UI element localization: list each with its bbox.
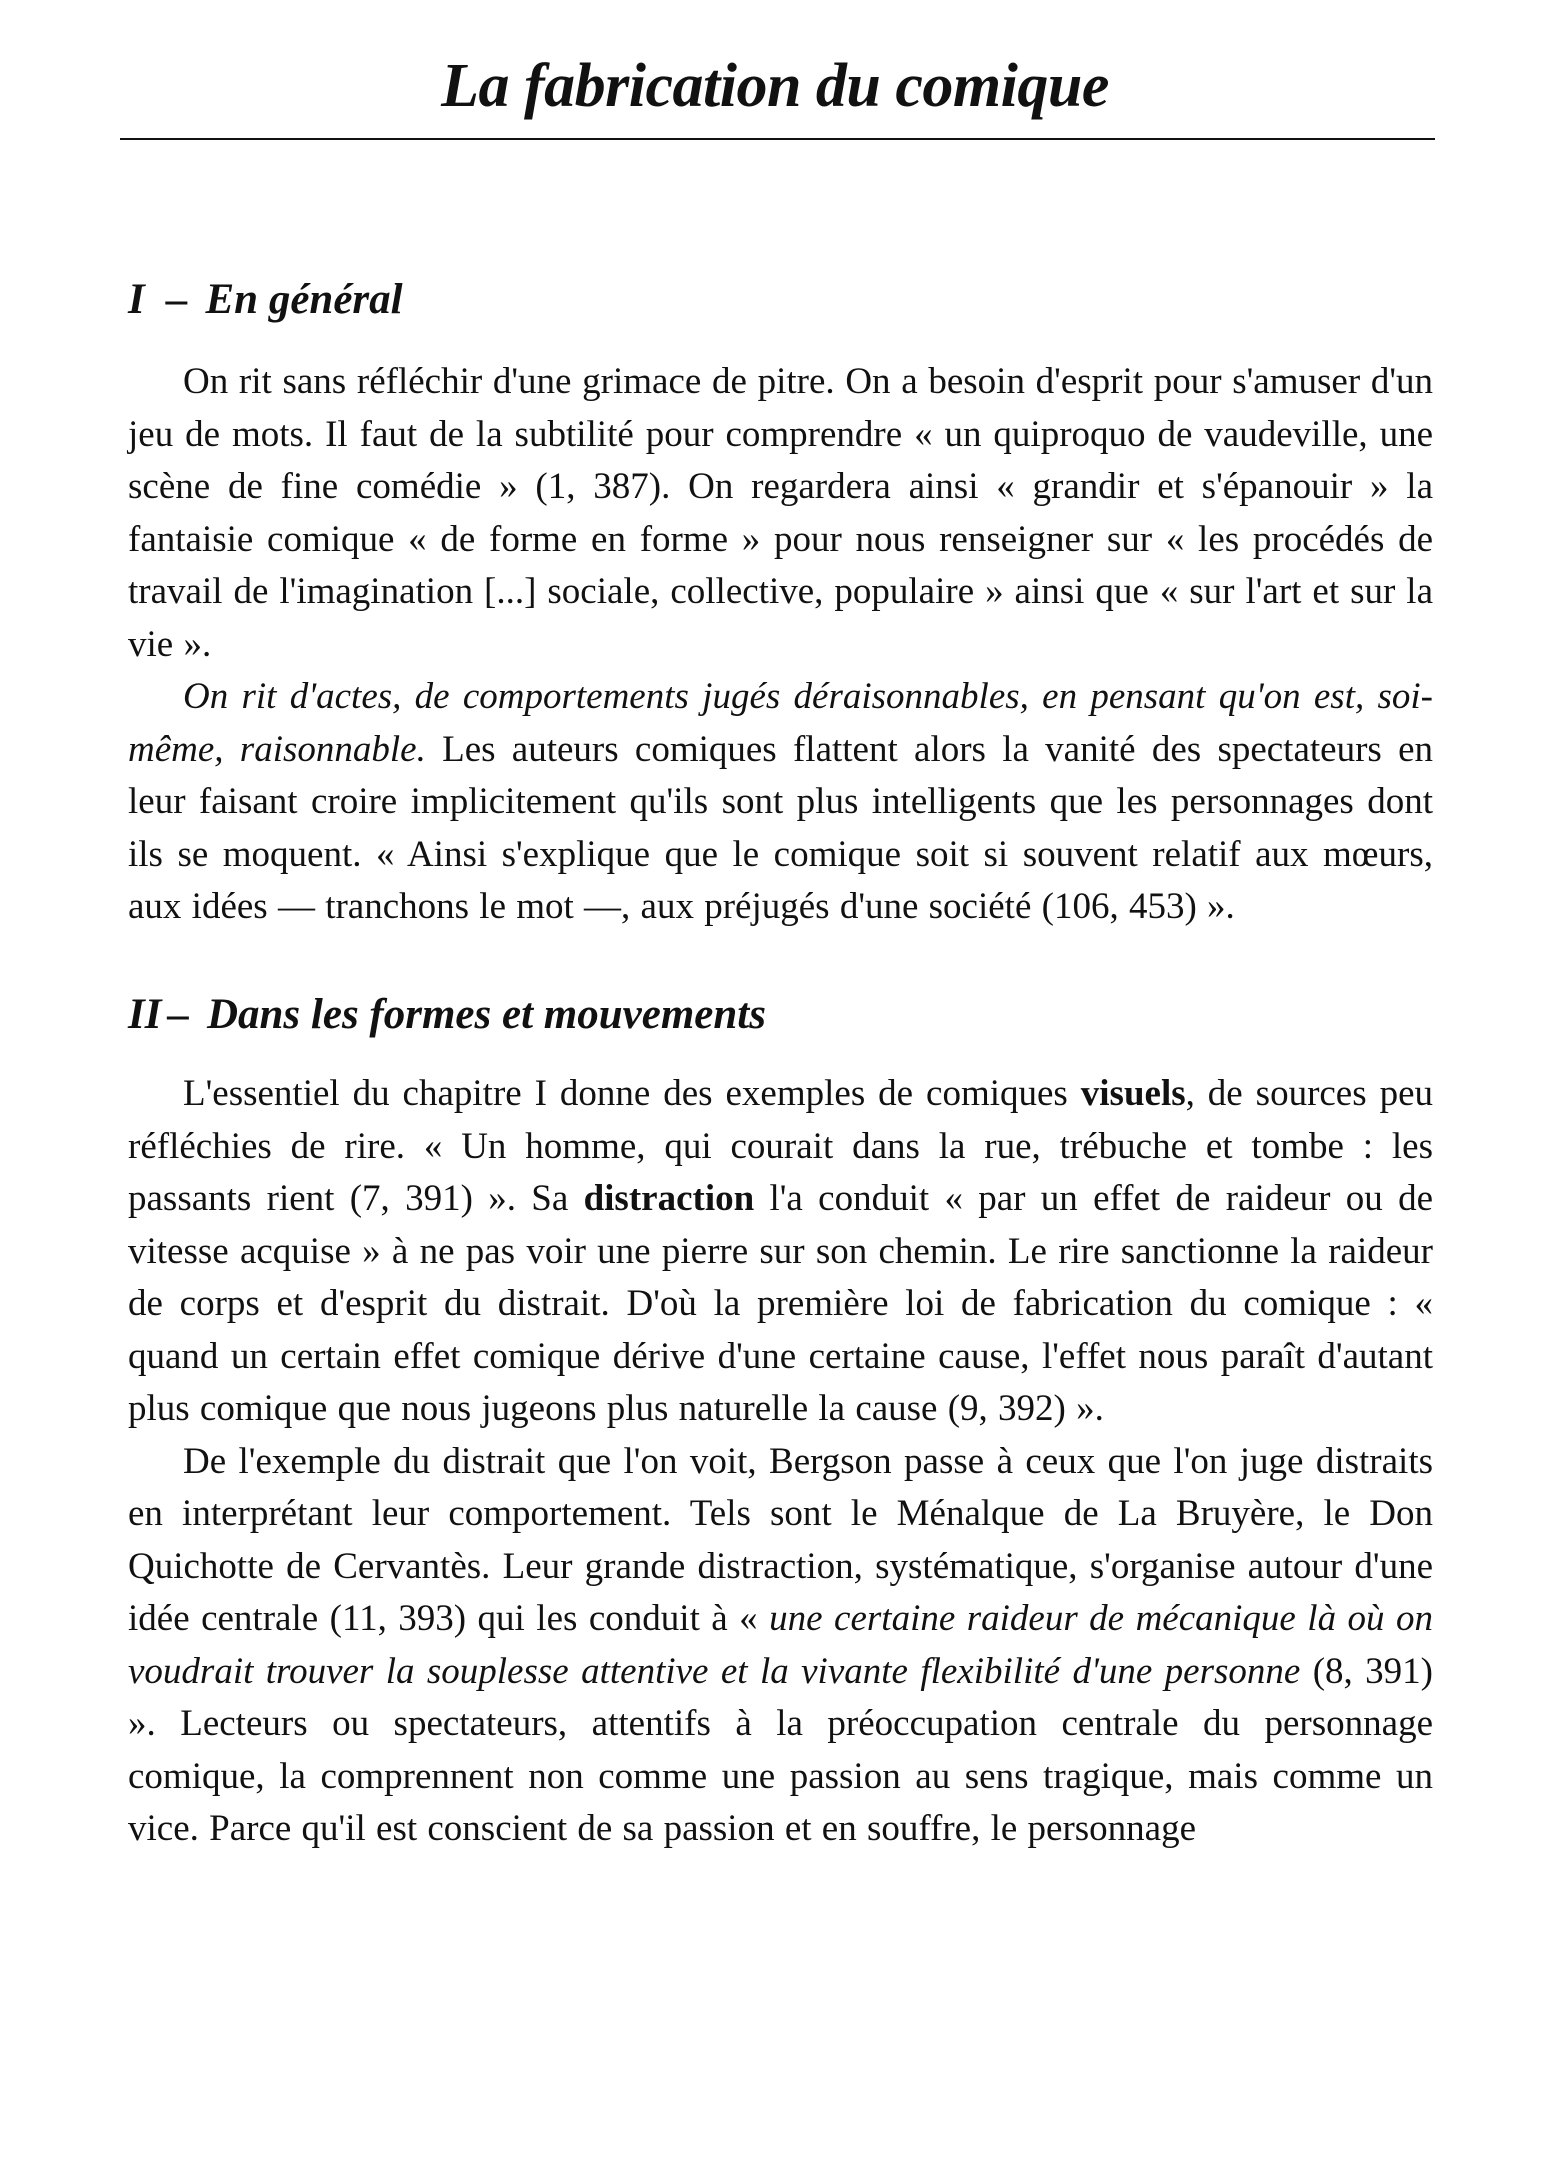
- bold-term: distraction: [583, 1178, 755, 1219]
- section-heading-2: [128, 987, 766, 1043]
- paragraph: [128, 671, 1433, 934]
- text-run: Les auteurs comiques flattent alors la vanité des spectateurs en leur faisant croire implicitement qu'ils sont plus intelligents que les personnages dont ils se moquent. « Ainsi s'explique que le comique soit si souvent relatif aux mœurs, aux idées — tranchons le mot —, aux préjugés d'une société (106, 453) ».: [128, 728, 1433, 927]
- italic-text: On rit d'actes, de comportements jugés déraisonnables, en pensant qu'on est, soi-même, raisonnable.: [128, 676, 1433, 770]
- text-run: , de sources peu réfléchies de rire. « Un homme, qui courait dans la rue, trébuche et tombe : les passants rient (7, 391) ». Sa: [128, 1073, 1433, 1219]
- paragraph: [128, 1068, 1433, 1436]
- bold-term: visuels: [1080, 1073, 1186, 1114]
- paragraph: [128, 1436, 1433, 1856]
- section-body-1: [128, 356, 1433, 934]
- text-run: De l'exemple du distrait que l'on voit, Bergson passe à ceux que l'on juge distraits en interprétant leur comportement. Tels sont le Ménalque de La Bruyère, le Don Quichotte de Cervantès. Leur grande distraction, systématique, s'organise autour d'une idée centrale (11, 393) qui les conduit à «: [128, 1440, 1433, 1639]
- section-dash: –: [167, 991, 189, 1038]
- text-run: L'essentiel du chapitre I donne des exemples de comiques: [183, 1073, 1081, 1114]
- title-underline: [120, 138, 1435, 140]
- section-dash: –: [166, 276, 188, 323]
- section-number: I: [128, 276, 145, 323]
- text-run: On rit sans réfléchir d'une grimace de pitre. On a besoin d'esprit pour s'amuser d'un jeu de mots. Il faut de la subtilité pour comprendre « un quiproquo de vaudeville, une scène de fine comédie » (1, 387). On regardera ainsi « grandir et s'épanouir » la fantaisie comique « de forme en forme » pour nous renseigner sur « les procédés de travail de l'imagination [...] sociale, collective, populaire » ainsi que « sur l'art et sur la vie ».: [128, 361, 1433, 665]
- italic-text: une certaine raideur de mécanique là où on voudrait trouver la souplesse attentive et la vivante flexibilité d'une personne: [128, 1598, 1433, 1692]
- section-title: En général: [205, 276, 403, 323]
- section-title: Dans les formes et mouvements: [206, 991, 766, 1038]
- section-body-2: [128, 1068, 1433, 1856]
- paragraph: [128, 356, 1433, 671]
- section-heading-1: [128, 272, 403, 328]
- text-run: (8, 391) ». Lecteurs ou spectateurs, attentifs à la préoccupation centrale du personnage comique, la comprennent non comme une passion au sens tragique, mais comme un vice. Parce qu'il est conscient de sa passion et en souffre, le personnage: [128, 1650, 1433, 1849]
- text-run: l'a conduit « par un effet de raideur ou de vitesse acquise » à ne pas voir une pierre sur son chemin. Le rire sanctionne la raideur de corps et d'esprit du distrait. D'où la première loi de fabrication du comique : « quand un certain effet comique dérive d'une certaine cause, l'effet nous paraît d'autant plus comique que nous jugeons plus naturelle la cause (9, 392) ».: [128, 1178, 1433, 1429]
- section-number: II: [128, 991, 162, 1038]
- running-title: La fabrication du comique: [441, 52, 1109, 120]
